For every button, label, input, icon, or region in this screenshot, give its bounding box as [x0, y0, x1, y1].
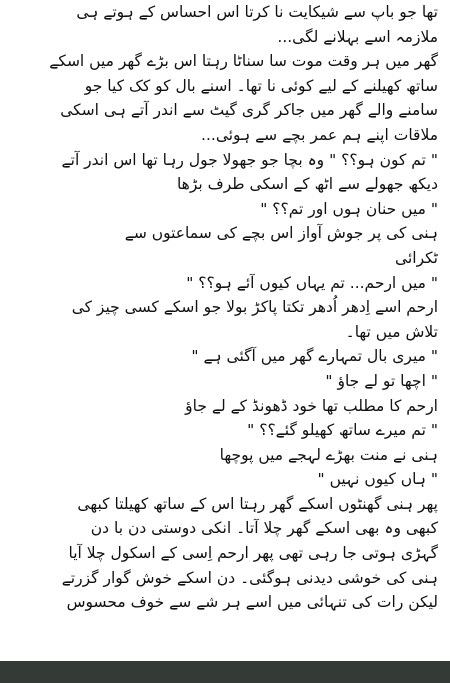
text-line: " تم کون ہو؟؟ " وہ بچا جو جھولا جول رہا تھا اس اندر آتے [61, 150, 438, 169]
text-line: گھر میں ہر وقت موت سا سناٹا رہتا اس بڑے گھر میں اسکے [49, 52, 438, 71]
text-line: ساتھ کھیلنے کے لیے کوئی نا تھا۔ اسنے بال کو کک کیا جو [84, 76, 438, 95]
text-line: کبھی وہ بھی اسکے گھر چلا آتا۔ انکی دوستی دن با دن [90, 519, 438, 538]
text-line: دیکھ جھولے سے اٹھ کے اسکی طرف بڑھا [176, 175, 438, 194]
text-line: ہنی کی پر جوش آواز اس بچے کی سماعتوں سے [124, 224, 438, 243]
text-line: لیکن رات کی تنہائی میں اسے ہر شے سے خوف محسوس [66, 593, 438, 612]
text-line: " میں حنان ہوں اور تم؟؟ " [260, 199, 438, 218]
text-line: ارحم کا مطلب تھا خود ڈھونڈ کے لے جاؤ [185, 396, 438, 415]
text-line: ملازمہ اسے بہلانے لگی... [277, 27, 438, 46]
text-line: پھر ہنی گھنٹوں اسکے گھر رہتا اس کے ساتھ کھیلتا کبھی [77, 494, 438, 513]
text-line: " تم میرے ساتھ کھیلو گئے؟؟ " [247, 421, 438, 440]
text-line: ہنی نے منت بھڑے لہجے میں پوچھا [219, 445, 438, 464]
text-line: تھا جو باپ سے شیکایت نا کرتا اس احساس کے ہوتے ہی [76, 3, 438, 21]
text-line: ملاقات اپنے ہم عمر بچے سے ہوئی... [201, 125, 438, 144]
text-line: ارحم اسے اِدھر اُدھر تکتا پاکڑ بولا جو اسکے کسی چیز کی [71, 298, 438, 317]
text-line: ہنی کی خوشی دیدنی ہوگئی۔ دن اسکے خوش گوار گزرتے [61, 568, 438, 587]
text-line: " میں ارحم... تم یہاں کیوں آئے ہو؟؟ " [186, 273, 438, 292]
text-line: گہڑی ہوتی جا رہی تھی پھر ارحم اِسی کے اسکول چلا آیا [68, 544, 438, 563]
urdu-text-body [16, 0, 438, 615]
text-line: سامنے والے گھر میں جاکر گری گیٹ سے اندر آتے ہی اسکی [60, 101, 438, 120]
text-line: " ہاں کیوں نہیں " [317, 470, 438, 489]
text-line: " اچھا تو لے جاؤ " [325, 371, 438, 390]
text-line: ٹکرائی [395, 248, 438, 267]
bottom-bar [0, 661, 450, 683]
text-line: تلاش میں تھا۔ [345, 322, 438, 341]
text-line: " میری بال تمہارے گھر میں آگئی ہے " [191, 347, 438, 366]
